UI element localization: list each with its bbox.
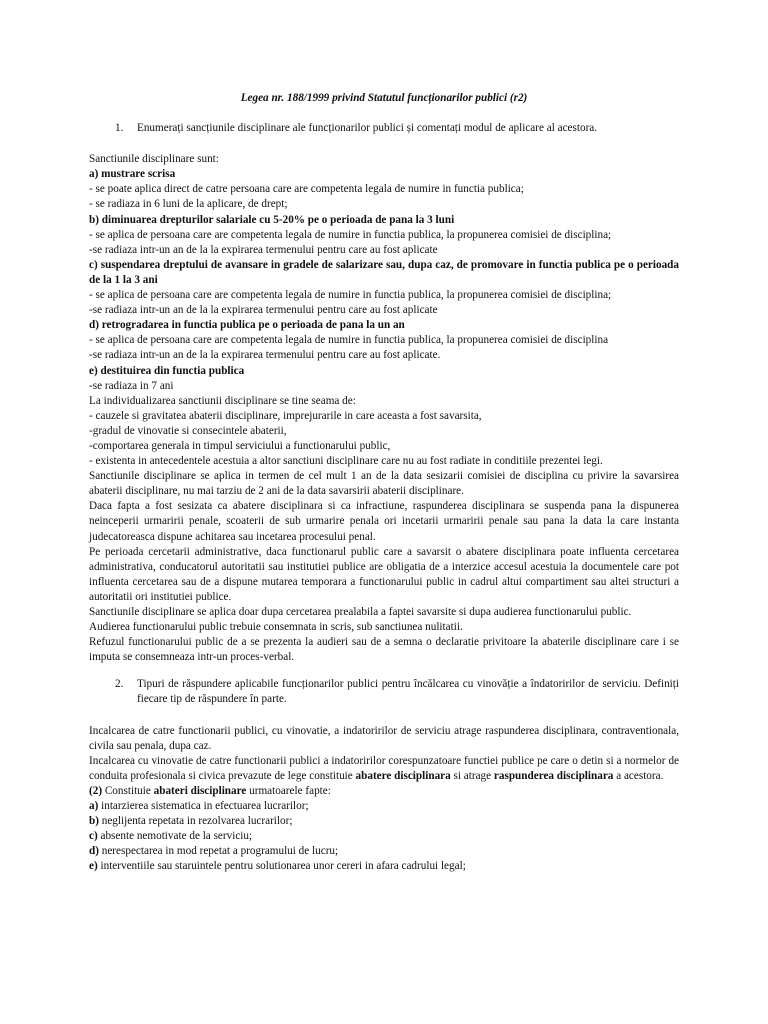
- paragraph-suspension: Daca fapta a fost sesizata ca abatere disciplinara si ca infractiune, raspunderea disciplinara se suspenda pana la dispunerea neinceperii urmaririi penale, scoaterii de sub urmarire penala ori incetarii urmaririi penale sau pana la data la care instanta judecatoreasca dispune achitarea sau incetarea procesului penal.: [89, 500, 679, 543]
- paragraph-hearing: Sanctiunile disciplinare se aplica doar dupa cercetarea prealabila a faptei savarsite si dupa audierea functionarului public.: [89, 606, 632, 618]
- offence-item: [89, 799, 679, 814]
- offences-intro-number: (2): [89, 784, 103, 797]
- liability-paragraph: Incalcarea de catre functionarii publici, cu vinovatie, a indatoririlor de serviciu atrage raspunderea disciplinara, contraventionala, civila sau penala, dupa caz.: [89, 724, 679, 752]
- offence-item-text: absente nemotivate de la serviciu;: [97, 830, 253, 843]
- question-2-number: 2.: [115, 678, 124, 691]
- offences-intro-text-2: urmatoarele fapte:: [246, 784, 331, 797]
- sanction-b-line-1: - se aplica de persoana care are competenta legala de numire in functia publica, la propunerea comisiei de disciplina;: [89, 228, 612, 241]
- offence-item: [89, 859, 679, 874]
- question-2-text: Tipuri de răspundere aplicabile funcționarilor publici pentru încălcarea cu vinovăție a îndatoririlor de serviciu. Definiți fiecare tip de răspundere în parte.: [137, 678, 679, 706]
- offence-item-key: d): [89, 845, 99, 858]
- question-1-number: 1.: [115, 122, 124, 135]
- sanctions-intro: Sanctiunile disciplinare sunt:: [89, 153, 219, 166]
- offence-item: [89, 829, 679, 844]
- offence-item-key: c): [89, 830, 98, 843]
- sanction-c-heading: c) suspendarea dreptului de avansare in gradele de salarizare sau, dupa caz, de promovare in functia publica pe o perioada de la 1 la 3 ani: [89, 258, 679, 286]
- offence-item-text: nerespectarea in mod repetat a programului de lucru;: [98, 845, 339, 858]
- disciplinary-definition: [89, 754, 679, 784]
- question-1-text: Enumerați sancțiunile disciplinare ale funcționarilor publici și comentați modul de aplicare al acestora.: [137, 122, 598, 135]
- sanction-e-heading: e) destituirea din functia publica: [89, 364, 245, 377]
- individualization-item-3: -comportarea generala in timpul serviciului a functionarului public,: [89, 439, 391, 452]
- individualization-intro: La individualizarea sanctiunii disciplinare se tine seama de:: [89, 394, 356, 407]
- paragraph-term: Sanctiunile disciplinare se aplica in termen de cel mult 1 an de la data sesizarii comisiei de disciplina cu privire la savarsirea abaterii disciplinare, nu mai tarziu de 2 ani de la data savarsirii abaterii disciplinare.: [89, 470, 679, 498]
- document-page: [89, 91, 679, 875]
- definition-text-2: si atrage: [450, 769, 494, 782]
- sanction-a-line-2: - se radiaza in 6 luni de la aplicare, de drept;: [89, 198, 288, 211]
- offence-item-text: intarzierea sistematica in efectuarea lucrarilor;: [98, 800, 309, 813]
- offences-intro: [89, 784, 679, 799]
- paragraph-written-hearing: Audierea functionarului public trebuie consemnata in scris, sub sanctiunea nulitatii.: [89, 621, 463, 634]
- sanction-d-heading: d) retrogradarea in functia publica pe o perioada de pana la un an: [89, 319, 405, 332]
- offence-item-key: b): [89, 815, 99, 828]
- sanction-a-heading: a) mustrare scrisa: [89, 168, 176, 181]
- question-1: [115, 121, 679, 136]
- sanction-e-line-1: -se radiaza in 7 ani: [89, 379, 174, 392]
- offences-intro-text-1: Constituie: [102, 784, 154, 797]
- paragraph-refusal: Refuzul functionarului public de a se prezenta la audieri sau de a semna o declaratie privitoare la abaterile disciplinare care i se imputa se consemneaza intr-un proces-verbal.: [89, 636, 679, 664]
- sanction-d-line-2: -se radiaza intr-un an de la la expirarea termenului pentru care au fost aplicate.: [89, 349, 441, 362]
- question-2: [115, 677, 679, 707]
- definition-text-1: Incalcarea cu vinovatie de catre functionarii publici a indatoririlor corespunzatoare functiei publice pe care o detin si a normelor de conduita profesionala si civica prevazute de lege constituie: [89, 754, 679, 782]
- sanction-b-line-2: -se radiaza intr-un an de la la expirarea termenului pentru care au fost aplicate: [89, 243, 438, 256]
- sanction-b-heading: b) diminuarea drepturilor salariale cu 5-20% pe o perioada de pana la 3 luni: [89, 213, 455, 226]
- document-title: Legea nr. 188/1999 privind Statutul funcționarilor publici (r2): [240, 92, 528, 104]
- sanction-d-line-1: - se aplica de persoana care are competenta legala de numire in functia publica, la propunerea comisiei de disciplina: [89, 334, 609, 347]
- offences-intro-bold: abateri disciplinare: [153, 784, 247, 797]
- offence-item-text: interventiile sau staruintele pentru solutionarea unor cereri in afara cadrului legal;: [97, 860, 466, 873]
- individualization-item-1: - cauzele si gravitatea abaterii disciplinare, imprejurarile in care aceasta a fost savarsita,: [89, 409, 482, 422]
- definition-bold-1: abatere disciplinara: [355, 769, 451, 782]
- offence-item: [89, 814, 679, 829]
- sanction-c-line-2: -se radiaza intr-un an de la la expirarea termenului pentru care au fost aplicate: [89, 304, 438, 317]
- sanction-a-line-1: - se poate aplica direct de catre persoana care are competenta legala de numire in functia publica;: [89, 183, 524, 196]
- definition-bold-2: raspunderea disciplinara: [493, 769, 614, 782]
- paragraph-investigation: Pe perioada cercetarii administrative, daca functionarul public care a savarsit o abatere disciplinara poate influenta cercetarea administrativa, conducatorul autoritatii sau institutiei publice are obligatia de a interzice accesul acestuia la documentele care pot influenta cercetarea sau de a dispune mutarea temporara a functionarului public in cadrul altui compartiment sau altei structuri a autoritatii ori institutiei publice.: [89, 545, 679, 603]
- individualization-item-4: - existenta in antecedentele acestuia a altor sanctiuni disciplinare care nu au fost radiate in conditiile prezentei legi.: [89, 455, 603, 468]
- sanction-c-line-1: - se aplica de persoana care are competenta legala de numire in functia publica, la propunerea comisiei de disciplina;: [89, 289, 612, 302]
- offence-item-text: neglijenta repetata in rezolvarea lucrarilor;: [98, 815, 293, 828]
- definition-text-3: a acestora.: [613, 769, 664, 782]
- offence-item: [89, 844, 679, 859]
- offence-item-key: a): [89, 800, 99, 813]
- individualization-item-2: -gradul de vinovatie si consecintele abaterii,: [89, 424, 287, 437]
- offence-item-key: e): [89, 860, 98, 873]
